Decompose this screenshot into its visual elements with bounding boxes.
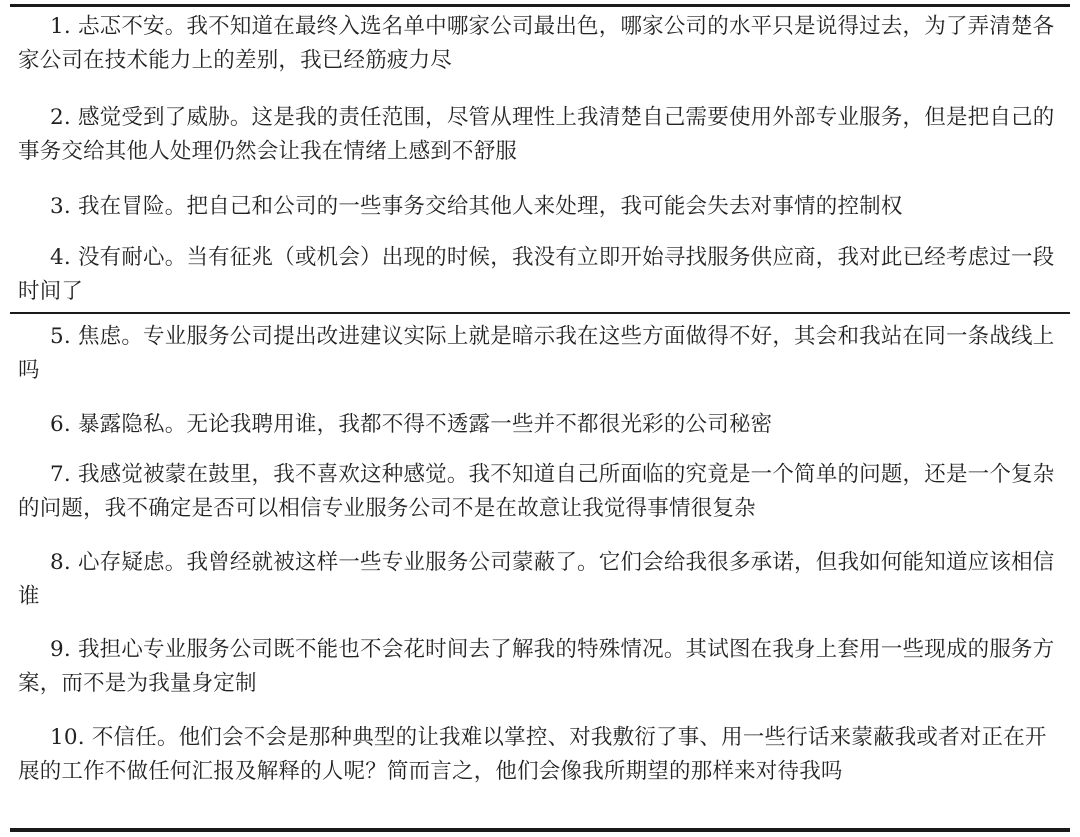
list-item-9: 9. 我担心专业服务公司既不能也不会花时间去了解我的特殊情况。其试图在我身上套用一些现成的服务方案，而不是为我量身定制 — [18, 637, 1055, 696]
bottom-rule — [10, 828, 1070, 832]
list-item-4: 4. 没有耐心。当有征兆（或机会）出现的时候，我没有立即开始寻找服务供应商，我对此已经考虑过一段时间了 — [18, 245, 1055, 304]
list-item-8: 8. 心存疑虑。我曾经就被这样一些专业服务公司蒙蔽了。它们会给我很多承诺，但我如何能知道应该相信谁 — [18, 550, 1055, 609]
list-item-5: 5. 焦虑。专业服务公司提出改进建议实际上就是暗示我在这些方面做得不好，其会和我站在同一条战线上吗 — [18, 324, 1055, 383]
list-item-1: 1. 忐忑不安。我不知道在最终入选名单中哪家公司最出色，哪家公司的水平只是说得过去，为了弄清楚各家公司在技术能力上的差别，我已经筋疲力尽 — [18, 14, 1055, 73]
list-item-10: 10. 不信任。他们会不会是那种典型的让我难以掌控、对我敷衍了事、用一些行话来蒙蔽我或者对正在开展的工作不做任何汇报及解释的人呢？简而言之，他们会像我所期望的那样来对待我吗 — [18, 725, 1047, 784]
list-item-2: 2. 感觉受到了威胁。这是我的责任范围，尽管从理性上我清楚自己需要使用外部专业服务，但是把自己的事务交给其他人处理仍然会让我在情绪上感到不舒服 — [18, 105, 1055, 164]
list-item-7: 7. 我感觉被蒙在鼓里，我不喜欢这种感觉。我不知道自己所面临的究竟是一个简单的问题，还是一个复杂的问题，我不确定是否可以相信专业服务公司不是在故意让我觉得事情很复杂 — [18, 462, 1055, 521]
top-rule — [10, 4, 1070, 7]
middle-rule — [10, 312, 1070, 314]
list-item-3: 3. 我在冒险。把自己和公司的一些事务交给其他人来处理，我可能会失去对事情的控制权 — [50, 194, 903, 219]
list-item-6: 6. 暴露隐私。无论我聘用谁，我都不得不透露一些并不都很光彩的公司秘密 — [50, 412, 773, 437]
